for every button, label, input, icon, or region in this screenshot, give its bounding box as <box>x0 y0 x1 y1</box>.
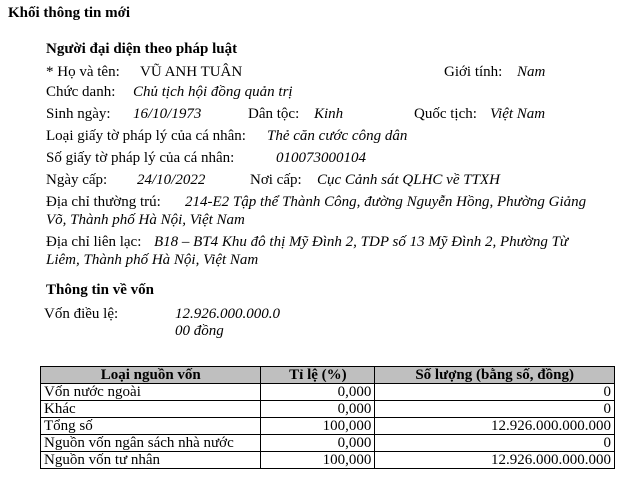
cell-amount: 12.926.000.000.000 <box>375 452 615 469</box>
issue-date-value: 24/10/2022 <box>137 172 206 188</box>
header-ratio: Tỉ lệ (%) <box>261 367 375 384</box>
capital-source-table <box>40 366 615 469</box>
nationality-label: Quốc tịch: <box>414 106 477 122</box>
contact-value-line2: Liêm, Thành phố Hà Nội, Việt Nam <box>46 252 259 268</box>
title-label: Chức danh: <box>46 84 116 100</box>
ethnicity-label: Dân tộc: <box>248 106 300 122</box>
nationality-value: Việt Nam <box>490 106 546 122</box>
cell-source-type: Khác <box>41 401 261 418</box>
cell-ratio: 100,000 <box>261 452 375 469</box>
table-row <box>41 452 615 469</box>
residence-label: Địa chỉ thường trú: <box>46 194 161 210</box>
name-label: * Họ và tên: <box>46 64 120 80</box>
cell-ratio: 0,000 <box>261 401 375 418</box>
id-number-label: Số giấy tờ pháp lý của cá nhân: <box>46 150 235 166</box>
header-amount: Số lượng (bằng số, đồng) <box>375 367 615 384</box>
name-value: VŨ ANH TUÂN <box>140 64 243 80</box>
id-type-label: Loại giấy tờ pháp lý của cá nhân: <box>46 128 246 144</box>
cell-amount: 0 <box>375 401 615 418</box>
gender-label: Giới tính: <box>444 64 503 80</box>
charter-capital-value-line2: 00 đồng <box>175 323 224 339</box>
capital-heading: Thông tin về vốn <box>46 282 154 298</box>
charter-capital-value-line1: 12.926.000.000.0 <box>175 306 280 322</box>
dob-label: Sinh ngày: <box>46 106 111 122</box>
issue-date-label: Ngày cấp: <box>46 172 108 188</box>
table-row <box>41 418 615 435</box>
dob-value: 16/10/1973 <box>133 106 202 122</box>
residence-value-line2: Võ, Thành phố Hà Nội, Việt Nam <box>46 212 245 228</box>
id-type-value: Thẻ căn cước công dân <box>267 128 408 144</box>
header-source-type: Loại nguồn vốn <box>41 367 261 384</box>
residence-value-line1: 214-E2 Tập thể Thành Công, đường Nguyễn Hồng, Phường Giảng <box>185 194 587 210</box>
table-row <box>41 401 615 418</box>
cell-source-type: Vốn nước ngoài <box>41 384 261 401</box>
table-row <box>41 384 615 401</box>
cell-amount: 0 <box>375 384 615 401</box>
contact-label: Địa chỉ liên lạc: <box>46 234 142 250</box>
contact-value-line1: B18 – BT4 Khu đô thị Mỹ Đình 2, TDP số 13 Mỹ Đình 2, Phường Từ <box>154 234 569 250</box>
section-title: Khối thông tin mới <box>8 5 131 21</box>
table-row <box>41 435 615 452</box>
cell-source-type: Tổng số <box>41 418 261 435</box>
cell-ratio: 0,000 <box>261 384 375 401</box>
gender-value: Nam <box>517 64 546 80</box>
legal-rep-heading: Người đại diện theo pháp luật <box>46 41 238 57</box>
cell-amount: 12.926.000.000.000 <box>375 418 615 435</box>
issue-place-label: Nơi cấp: <box>250 172 302 188</box>
issue-place-value: Cục Cảnh sát QLHC về TTXH <box>317 172 500 188</box>
cell-ratio: 0,000 <box>261 435 375 452</box>
cell-source-type: Nguồn vốn tư nhân <box>41 452 261 469</box>
ethnicity-value: Kinh <box>314 106 344 122</box>
charter-capital-label: Vốn điều lệ: <box>44 306 119 322</box>
cell-source-type: Nguồn vốn ngân sách nhà nước <box>41 435 261 452</box>
id-number-value: 010073000104 <box>276 150 366 166</box>
cell-ratio: 100,000 <box>261 418 375 435</box>
table-header-row <box>41 367 615 384</box>
title-value: Chủ tịch hội đồng quản trị <box>133 84 293 100</box>
cell-amount: 0 <box>375 435 615 452</box>
